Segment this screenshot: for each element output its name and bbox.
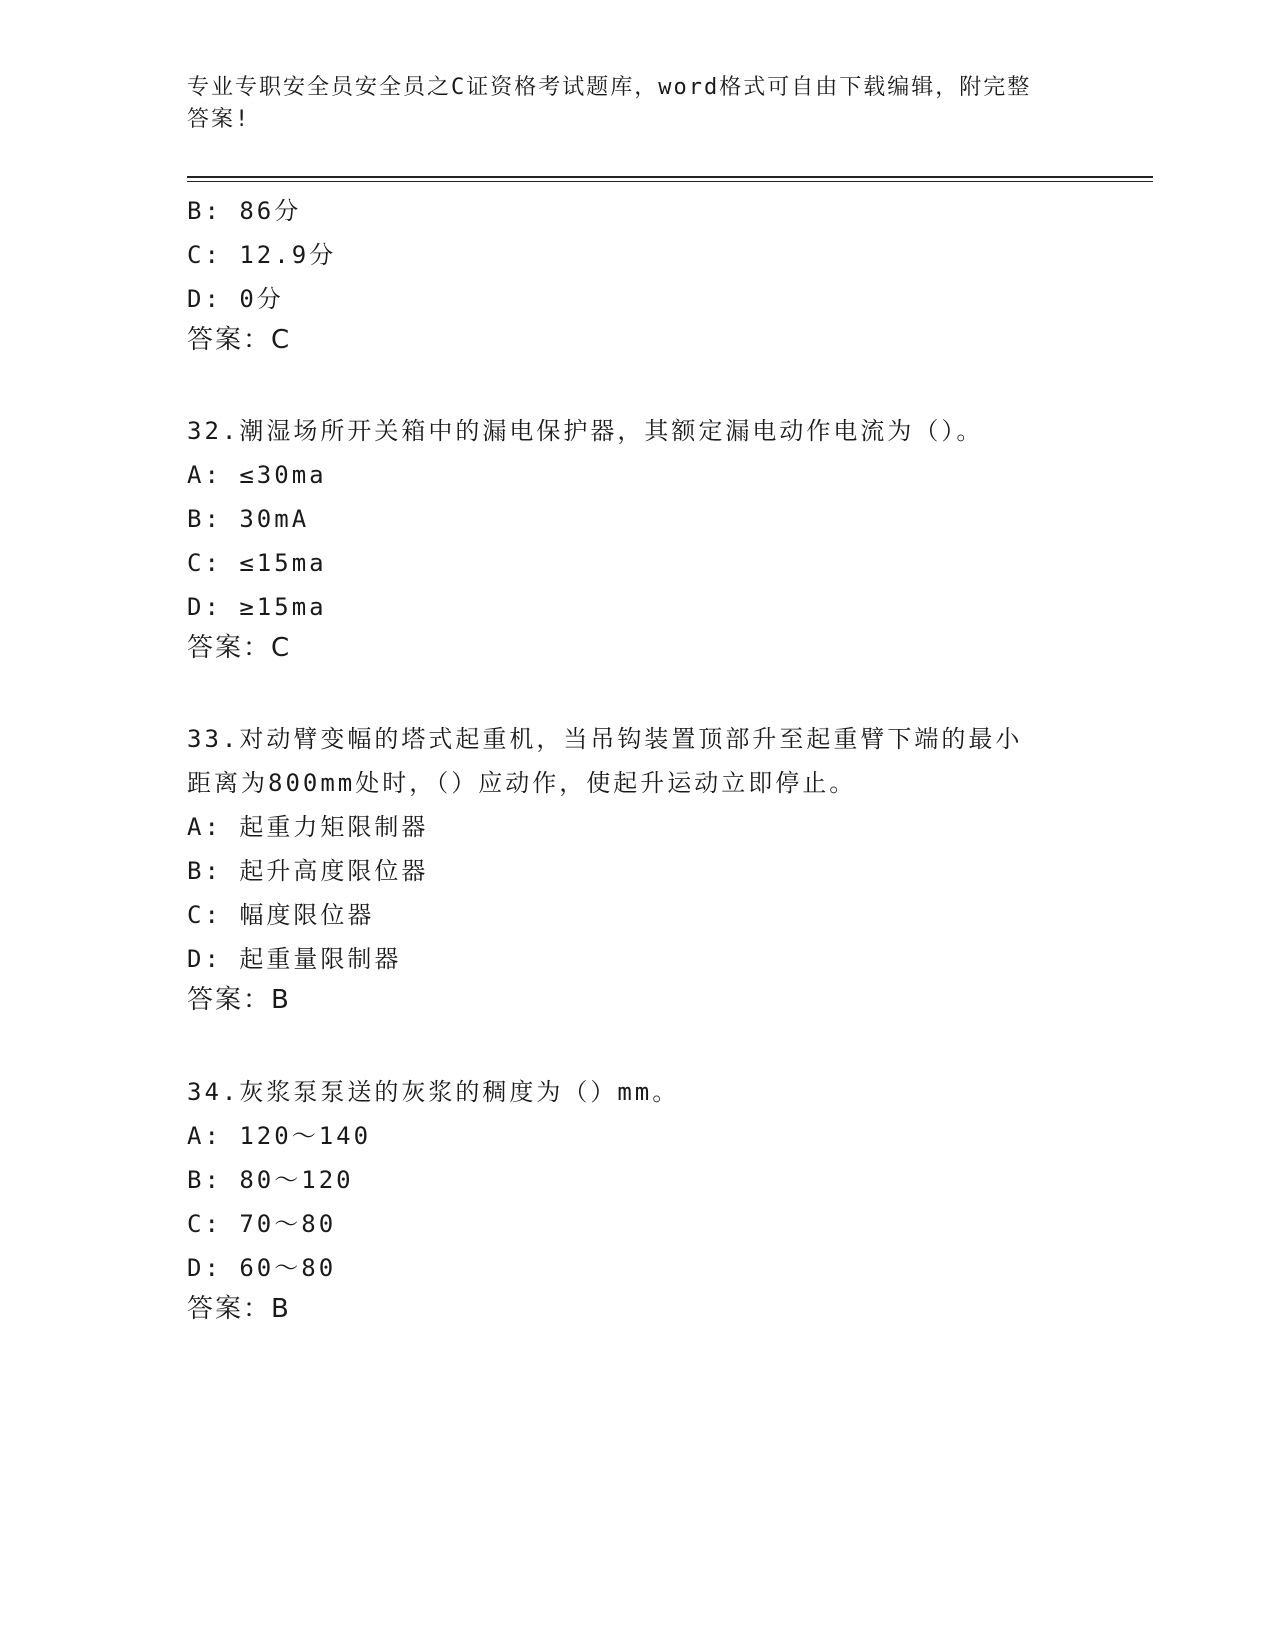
header-divider-thick <box>187 176 1153 178</box>
q34-option-b: B: 80～120 <box>187 1166 354 1194</box>
q33-question-line-1: 33.对动臂变幅的塔式起重机，当吊钩装置顶部升至起重臂下端的最小 <box>187 725 1023 753</box>
q34-option-a: A: 120～140 <box>187 1122 372 1150</box>
q33-question-line-2: 距离为800mm处时，（）应动作，使起升运动立即停止。 <box>187 769 857 797</box>
q32-option-d: D: ≥15ma <box>187 593 327 621</box>
q32-option-b: B: 30mA <box>187 505 310 533</box>
q33-answer: 答案：B <box>187 985 291 1015</box>
q34-option-c: C: 70～80 <box>187 1210 337 1238</box>
document-header <box>187 72 1067 136</box>
q32-option-c: C: ≤15ma <box>187 549 327 577</box>
q33-option-a: A: 起重力矩限制器 <box>187 813 429 841</box>
q33-option-c: C: 幅度限位器 <box>187 901 375 929</box>
q34-answer: 答案：B <box>187 1294 291 1324</box>
q31-option-d: D: 0分 <box>187 285 284 313</box>
header-line-2: 答案! <box>187 107 251 132</box>
q33-option-b: B: 起升高度限位器 <box>187 857 429 885</box>
q31-option-c: C: 12.9分 <box>187 241 337 269</box>
q33-option-d: D: 起重量限制器 <box>187 945 402 973</box>
q31-answer: 答案：C <box>187 325 292 355</box>
header-line-1: 专业专职安全员安全员之C证资格考试题库，word格式可自由下载编辑，附完整 <box>187 75 1032 100</box>
header-divider-thin <box>187 181 1153 182</box>
q32-answer: 答案：C <box>187 633 292 663</box>
q32-option-a: A: ≤30ma <box>187 461 327 489</box>
q34-question: 34.灰浆泵泵送的灰浆的稠度为（）mm。 <box>187 1078 680 1106</box>
q32-question: 32.潮湿场所开关箱中的漏电保护器，其额定漏电动作电流为（）。 <box>187 417 984 445</box>
q31-option-b: B: 86分 <box>187 197 302 225</box>
q34-option-d: D: 60～80 <box>187 1254 337 1282</box>
